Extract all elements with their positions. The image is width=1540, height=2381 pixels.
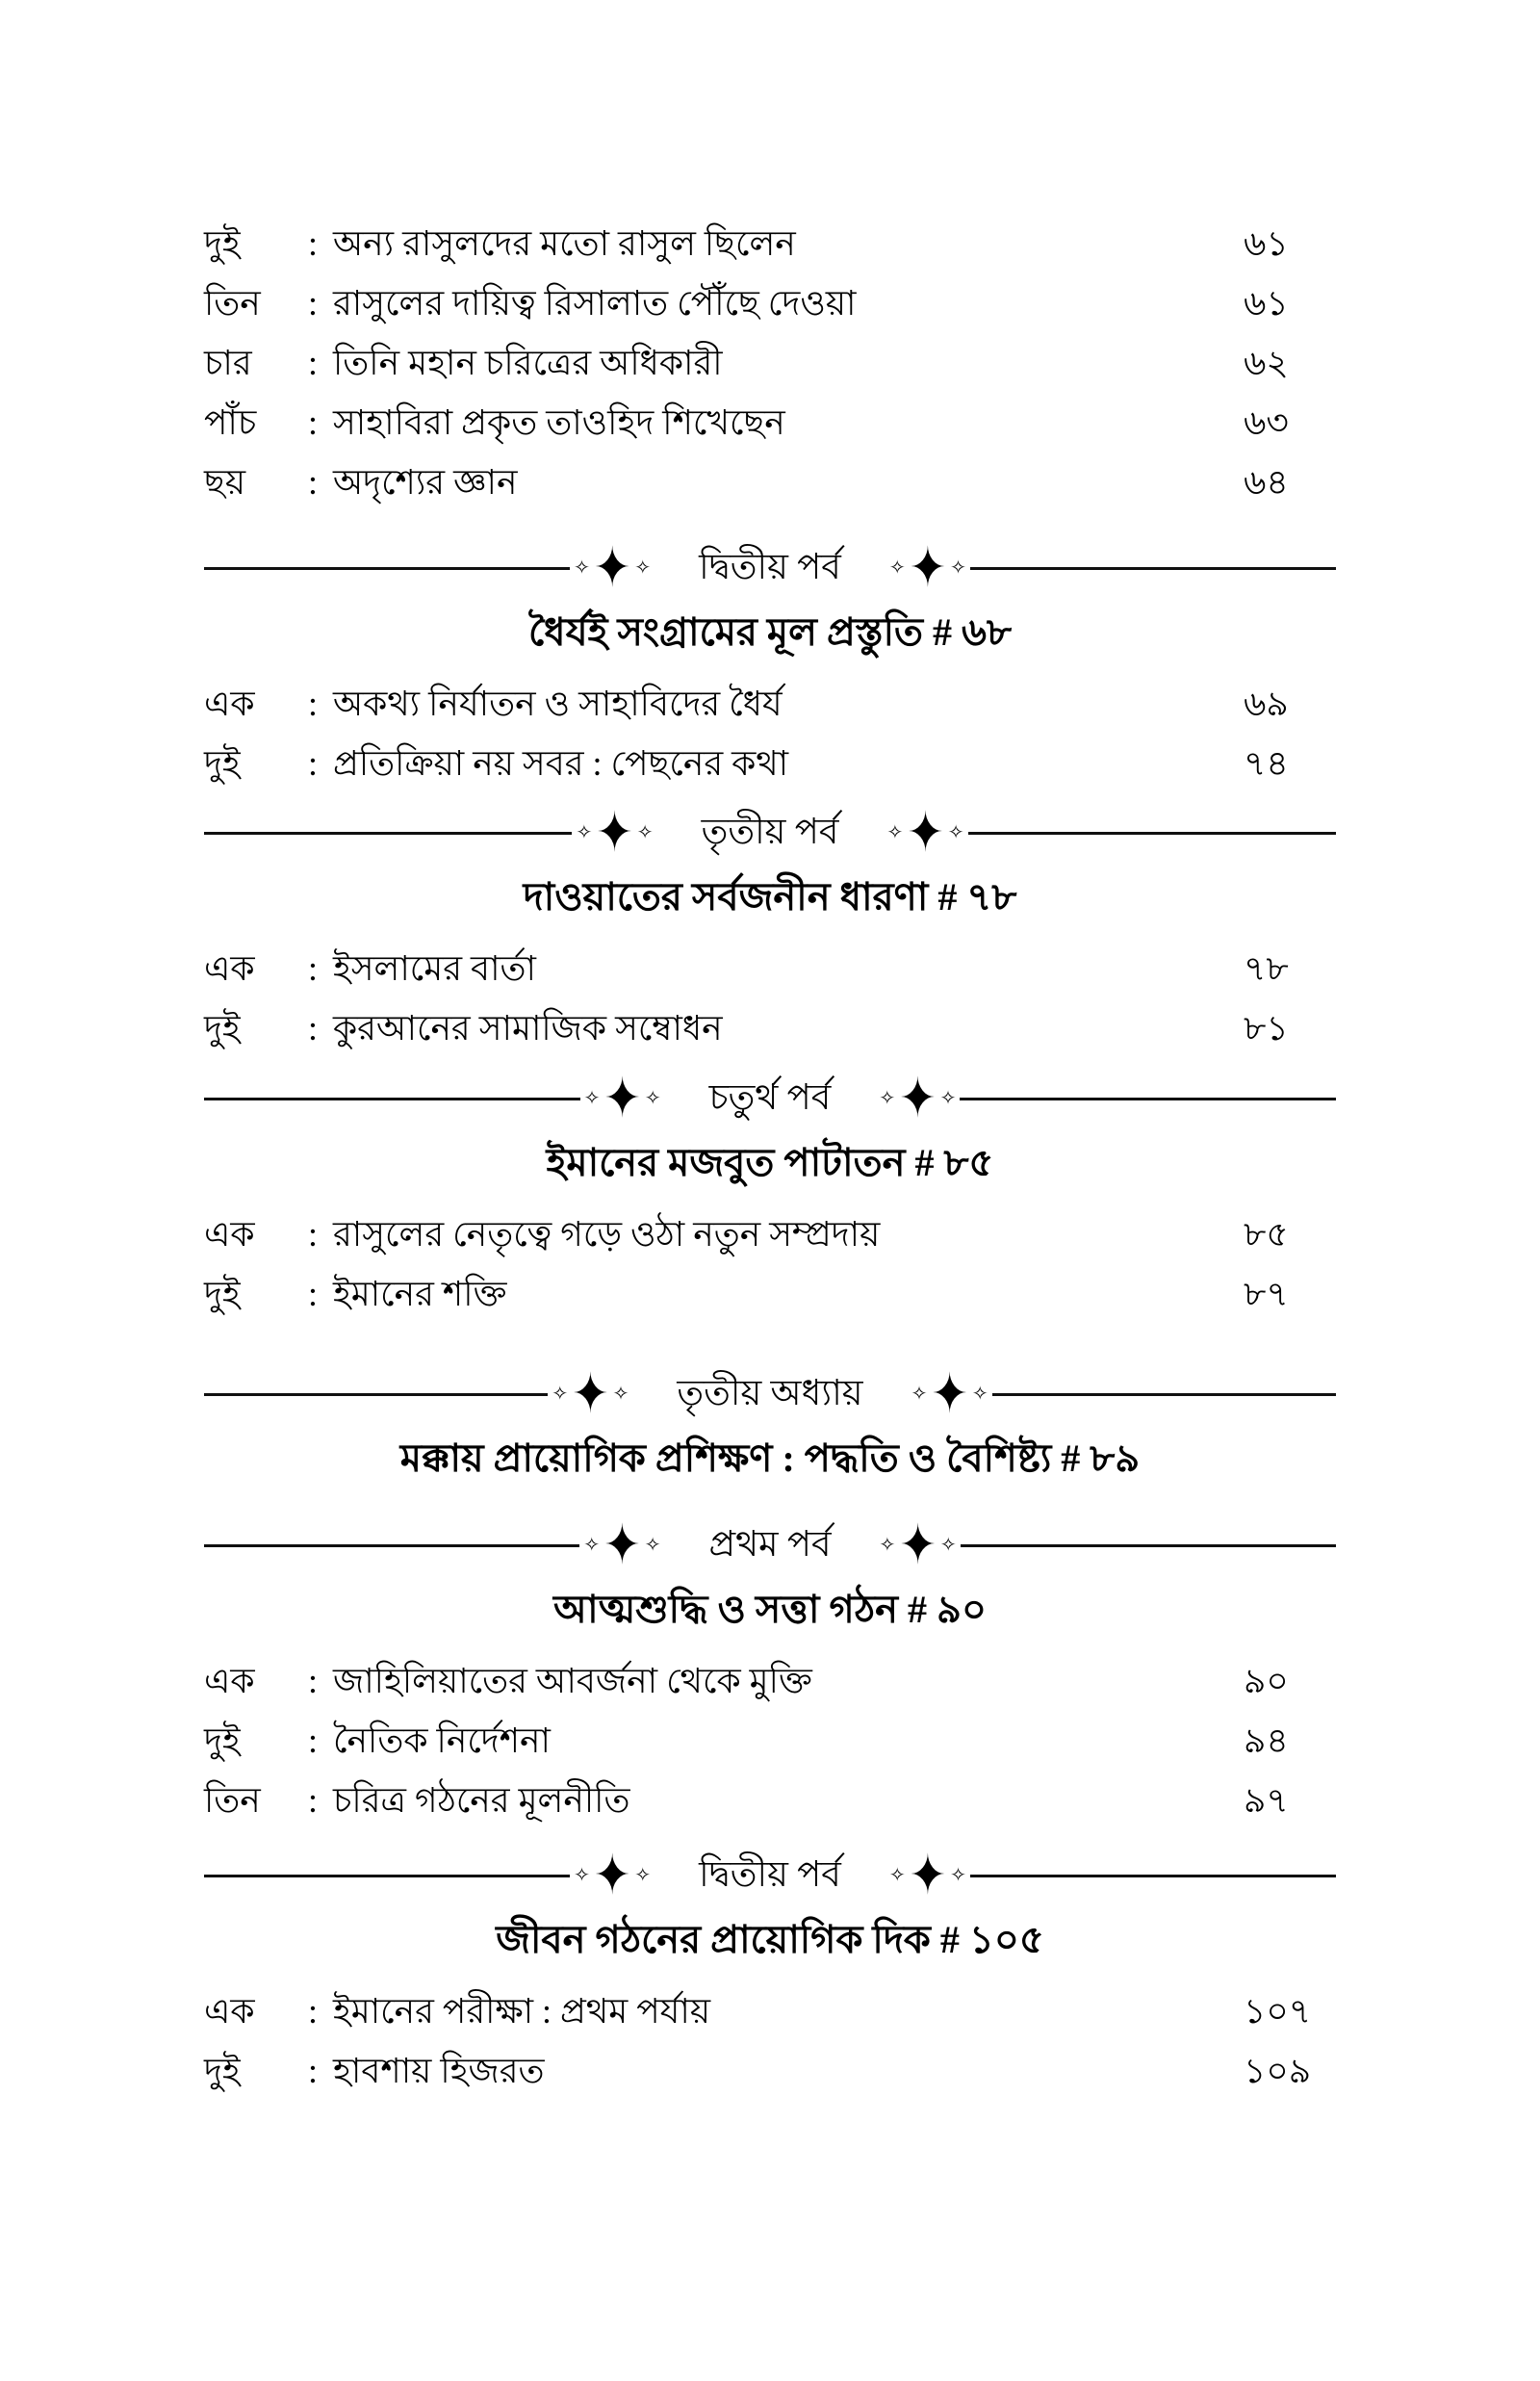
small-star-icon: ✧ (950, 1865, 966, 1886)
divider-rule (970, 1875, 1336, 1877)
entry-page-number: ৬১ (1244, 284, 1289, 323)
section-divider (204, 1068, 1336, 1129)
entry-title: তিনি মহান চরিত্রের অধিকারী (333, 344, 723, 382)
entry-colon: : (308, 1721, 319, 1760)
entry-number-word: দুই (204, 224, 241, 263)
entry-number-word: পাঁচ (204, 403, 257, 442)
small-star-icon: ✧ (939, 1088, 957, 1109)
section-heading: জীবন গঠনের প্রায়োগিক দিক # ১০৫ (496, 1918, 1044, 1961)
toc-entry (204, 939, 1336, 998)
section-divider (204, 802, 1336, 864)
entry-number-word: দুই (204, 744, 241, 783)
small-star-icon: ✧ (634, 1865, 652, 1886)
entry-page-number: ৯৭ (1244, 1781, 1289, 1820)
toc-entry (204, 1264, 1336, 1324)
entry-title: অদৃশ্যের জ্ঞান (333, 463, 518, 502)
section-divider (204, 1363, 1336, 1425)
large-star-icon: ✦ (603, 1067, 641, 1129)
section-heading: ইমানের মজবুত পাটাতন # ৮৫ (546, 1141, 994, 1184)
divider-rule (204, 832, 572, 835)
toc-section (204, 1068, 1336, 1324)
small-star-icon: ✧ (583, 1088, 601, 1109)
toc-section (204, 1845, 1336, 2101)
entry-colon: : (308, 403, 319, 442)
small-star-icon: ✧ (879, 1088, 896, 1109)
section-divider (204, 1514, 1336, 1576)
entry-page-number: ১০৭ (1244, 1992, 1312, 2031)
entry-title: হাবশায় হিজরত (333, 2052, 545, 2090)
entry-title: কুরআনের সামাজিক সম্বোধন (333, 1009, 723, 1048)
large-star-icon: ✦ (899, 1514, 937, 1576)
small-star-icon: ✧ (552, 1384, 569, 1405)
entry-title: নৈতিক নির্দেশনা (333, 1721, 551, 1760)
section-divider (204, 1845, 1336, 1906)
divider-rule (970, 567, 1336, 570)
toc-section (204, 1514, 1336, 1830)
large-star-icon: ✦ (593, 536, 631, 599)
part-label: তৃতীয় অধ্যায় (677, 1373, 863, 1413)
part-label: তৃতীয় পর্ব (701, 812, 839, 852)
entry-page-number: ৬১ (1244, 224, 1289, 263)
ornament-icon (572, 801, 656, 864)
toc-entry (204, 1771, 1336, 1830)
entry-colon: : (308, 685, 319, 723)
toc-section (204, 802, 1336, 1058)
divider-rule (204, 567, 570, 570)
toc-section (204, 1363, 1336, 1487)
ornament-icon (570, 1844, 654, 1906)
ornament-icon (548, 1362, 632, 1425)
ornament-icon (570, 536, 654, 599)
ornament-icon (886, 536, 970, 599)
large-star-icon: ✦ (931, 1362, 968, 1425)
toc-entry (204, 734, 1336, 793)
ornament-icon (875, 1067, 960, 1129)
small-star-icon: ✧ (879, 1535, 896, 1556)
small-star-icon: ✧ (888, 557, 906, 579)
entry-title: প্রতিক্রিয়া নয় সবর : পেছনের কথা (333, 744, 789, 783)
divider-rule (968, 832, 1336, 835)
divider-rule (204, 1393, 548, 1396)
small-star-icon: ✧ (888, 1865, 906, 1886)
entry-colon: : (308, 1662, 319, 1700)
small-star-icon: ✧ (574, 557, 590, 579)
large-star-icon: ✦ (572, 1362, 609, 1425)
toc-entry (204, 2041, 1336, 2101)
section-divider (204, 537, 1336, 599)
toc-entry (204, 393, 1336, 453)
part-label: দ্বিতীয় পর্ব (699, 547, 841, 587)
part-label: দ্বিতীয় পর্ব (699, 1854, 841, 1895)
divider-rule (960, 1098, 1336, 1100)
entry-page-number: ৮৭ (1244, 1275, 1289, 1313)
small-star-icon: ✧ (950, 557, 966, 579)
entry-page-number: ৬২ (1244, 344, 1289, 382)
entry-number-word: এক (204, 1215, 255, 1254)
small-star-icon: ✧ (636, 822, 654, 843)
entry-number-word: এক (204, 949, 255, 988)
section-entries (204, 674, 1336, 793)
entry-number-word: তিন (204, 284, 261, 323)
small-star-icon: ✧ (939, 1535, 957, 1556)
toc-entry (204, 214, 1336, 273)
entry-number-word: এক (204, 1662, 255, 1700)
entry-title: ইসলামের বার্তা (333, 949, 536, 988)
large-star-icon: ✦ (899, 1067, 937, 1129)
toc-entry (204, 453, 1336, 512)
small-star-icon: ✧ (574, 1865, 590, 1886)
small-star-icon: ✧ (583, 1535, 601, 1556)
entry-colon: : (308, 949, 319, 988)
large-star-icon: ✦ (593, 1844, 631, 1906)
entry-colon: : (308, 1992, 319, 2031)
divider-rule (992, 1393, 1336, 1396)
small-star-icon: ✧ (947, 822, 964, 843)
entry-page-number: ১০৯ (1244, 2052, 1312, 2090)
entry-number-word: এক (204, 685, 255, 723)
entry-page-number: ৭৪ (1244, 744, 1289, 783)
section-heading: দাওয়াতের সর্বজনীন ধারণা # ৭৮ (523, 875, 1017, 919)
small-star-icon: ✧ (971, 1384, 988, 1405)
toc-entry (204, 998, 1336, 1058)
ornament-icon (908, 1362, 992, 1425)
large-star-icon: ✦ (909, 1844, 947, 1906)
small-star-icon: ✧ (644, 1535, 661, 1556)
section-entries (204, 939, 1336, 1058)
section-heading: ধৈর্যই সংগ্রামের মূল প্রস্তুতি # ৬৮ (528, 610, 1012, 654)
entry-title: ইমানের শক্তি (333, 1275, 507, 1313)
entry-title: চরিত্র গঠনের মূলনীতি (333, 1781, 630, 1820)
ornament-icon (580, 1067, 665, 1129)
section-entries (204, 1651, 1336, 1830)
entry-title: সাহাবিরা প্রকৃত তাওহিদ শিখেছেন (333, 403, 785, 442)
entry-colon: : (308, 1009, 319, 1048)
small-star-icon: ✧ (634, 557, 652, 579)
entry-colon: : (308, 744, 319, 783)
section-heading: আত্মশুদ্ধি ও সত্তা গঠন # ৯০ (553, 1588, 987, 1631)
entry-title: অকথ্য নির্যাতন ও সাহাবিদের ধৈর্য (333, 685, 783, 723)
divider-rule (204, 1544, 579, 1547)
toc-entry (204, 1981, 1336, 2041)
entry-colon: : (308, 2052, 319, 2090)
entry-title: জাহিলিয়াতের আবর্জনা থেকে মুক্তি (333, 1662, 812, 1700)
part-label: চতুর্থ পর্ব (708, 1077, 832, 1118)
small-star-icon: ✧ (612, 1384, 629, 1405)
entry-page-number: ৮৫ (1244, 1215, 1289, 1254)
toc-entry (204, 1651, 1336, 1711)
entry-number-word: দুই (204, 2052, 241, 2090)
entry-number-word: এক (204, 1992, 255, 2031)
toc-section (204, 537, 1336, 793)
toc-entry (204, 273, 1336, 333)
toc-entry (204, 674, 1336, 734)
ornament-icon (886, 1844, 970, 1906)
leading-entries (204, 214, 1336, 512)
entry-page-number: ৬৩ (1244, 403, 1289, 442)
large-star-icon: ✦ (909, 536, 947, 599)
part-label: প্রথম পর্ব (708, 1524, 832, 1565)
entry-page-number: ৬৪ (1244, 463, 1289, 502)
entry-colon: : (308, 1781, 319, 1820)
entry-page-number: ৬৯ (1244, 685, 1289, 723)
large-star-icon: ✦ (596, 801, 633, 864)
divider-rule (204, 1098, 580, 1100)
entry-title: রাসুলের নেতৃত্বে গড়ে ওঠা নতুন সম্প্রদায় (333, 1215, 881, 1254)
entry-colon: : (308, 284, 319, 323)
entry-colon: : (308, 224, 319, 263)
ornament-icon (883, 801, 967, 864)
small-star-icon: ✧ (576, 822, 593, 843)
entry-colon: : (308, 463, 319, 502)
ornament-icon (579, 1514, 664, 1576)
section-entries (204, 1981, 1336, 2101)
large-star-icon: ✦ (907, 801, 944, 864)
entry-number-word: দুই (204, 1275, 241, 1313)
toc-entry (204, 1204, 1336, 1264)
entry-colon: : (308, 1215, 319, 1254)
entry-page-number: ৯৪ (1244, 1721, 1289, 1760)
ornament-icon (876, 1514, 961, 1576)
entry-number-word: তিন (204, 1781, 261, 1820)
small-star-icon: ✧ (886, 822, 904, 843)
entry-number-word: ছয় (204, 463, 246, 502)
entry-colon: : (308, 344, 319, 382)
toc-entry (204, 1711, 1336, 1771)
entry-number-word: চার (204, 344, 252, 382)
toc-entry (204, 333, 1336, 393)
large-star-icon: ✦ (603, 1514, 641, 1576)
entry-title: রাসুলের দায়িত্ব রিসালাত পৌঁছে দেওয়া (333, 284, 857, 323)
small-star-icon: ✧ (644, 1088, 661, 1109)
entry-number-word: দুই (204, 1721, 241, 1760)
entry-page-number: ৮১ (1244, 1009, 1289, 1048)
entry-title: ইমানের পরীক্ষা : প্রথম পর্যায় (333, 1992, 711, 2031)
divider-rule (204, 1875, 570, 1877)
small-star-icon: ✧ (911, 1384, 928, 1405)
entry-number-word: দুই (204, 1009, 241, 1048)
entry-page-number: ৭৮ (1244, 949, 1289, 988)
entry-page-number: ৯০ (1244, 1662, 1289, 1700)
section-entries (204, 1204, 1336, 1324)
divider-rule (961, 1544, 1336, 1547)
entry-colon: : (308, 1275, 319, 1313)
section-heading: মক্কায় প্রায়োগিক প্রশিক্ষণ : পদ্ধতি ও বৈশিষ্ট্য # ৮৯ (399, 1436, 1141, 1480)
entry-title: অন্য রাসুলদের মতো রাসুল ছিলেন (333, 224, 796, 263)
